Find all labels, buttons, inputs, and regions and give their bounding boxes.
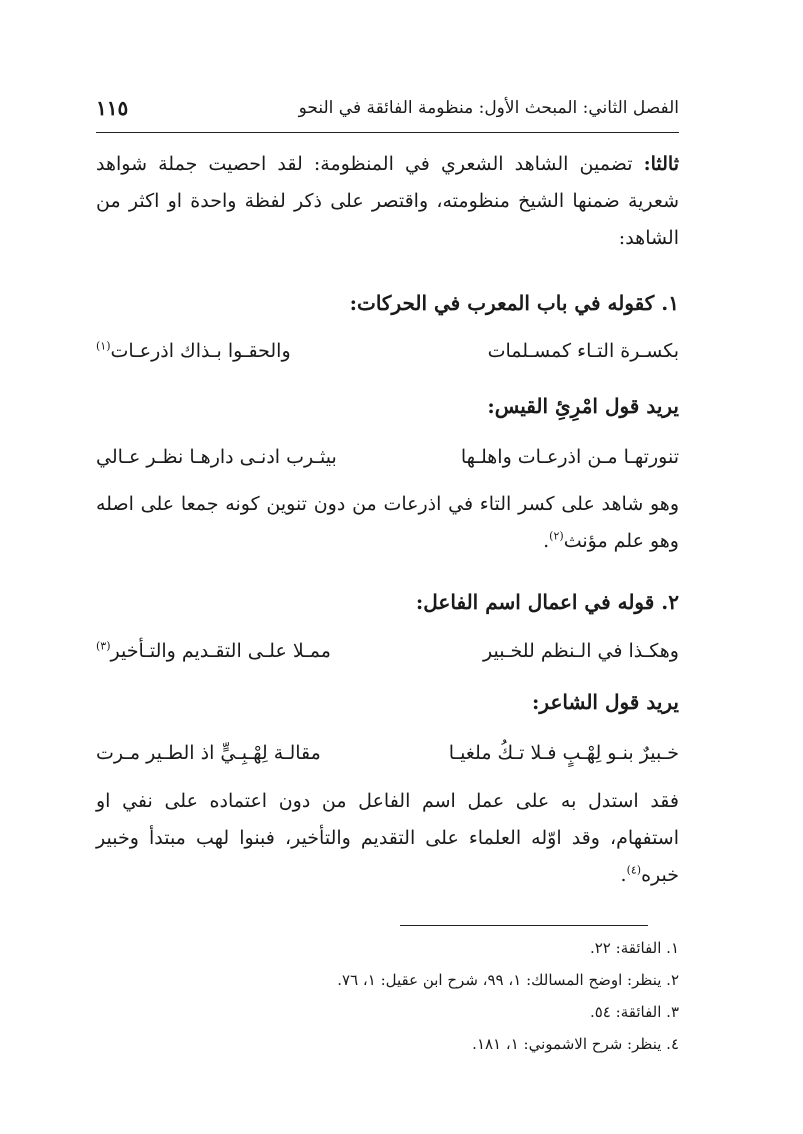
section1-paragraph-text: وهو شاهد على كسر التاء في اذرعات من دون تنوين كونه جمعا على اصله وهو علم مؤنث: [96, 493, 679, 552]
footnote: ٤. ينظر: شرح الاشموني: ١، ١٨١.: [472, 1035, 679, 1053]
section1-heading: ١. كقوله في باب المعرب في الحركات:: [349, 291, 679, 315]
page-number: ١١٥: [96, 96, 129, 120]
section2-paragraph-end: .: [620, 864, 627, 886]
header-title: الفصل الثاني: المبحث الأول: منظومة الفائقة في النحو: [298, 98, 679, 118]
footnote-ref-4: (٤): [626, 863, 642, 877]
verse-right-hemistich: تنورتهـا مـن اذرعـات واهلـها: [460, 446, 679, 468]
running-header: [96, 92, 679, 133]
section2-paragraph-text: فقد استدل به على عمل اسم الفاعل من دون اعتماده على نفي او استفهام، وقد اوّله العلماء على التقديم والتأخير، فبنوا لهب مبتدأ وخبير خبره: [96, 790, 679, 886]
intro-text: تضمين الشاهد الشعري في المنظومة: لقد احصيت جملة شواهد شعرية ضمنها الشيخ منظومته، واقتصر على ذكر لفظة واحدة او اكثر من الشاهد:: [96, 153, 679, 249]
footnote-ref-2: (٢): [549, 529, 564, 543]
section2-heading: ٢. قوله في اعمال اسم الفاعل:: [415, 590, 679, 614]
section1-subheading: يريد قول امْرِئِ القيس:: [487, 394, 679, 418]
verse-left-hemistich: [96, 640, 331, 662]
footnote: ١. الفائقة: ٢٢.: [589, 939, 679, 957]
verse-left-hemistich: مقالـة لِهْـبِـيٍّ اذ الطـير مـرت: [96, 742, 321, 764]
footnote-ref-1: (١): [96, 339, 111, 353]
verse-right-hemistich: وهكـذا في الـنظم للخـبير: [482, 640, 679, 662]
section2-paragraph: [96, 783, 679, 894]
section1-verse2: [96, 446, 679, 478]
verse-left-hemistich: [96, 340, 291, 362]
verse-left-text: والحقـوا بـذاك اذرعـات: [110, 340, 291, 362]
verse-left-hemistich: بيثـرب ادنـى دارهـا نظـر عـالي: [96, 446, 337, 468]
section2-subheading: يريد قول الشاعر:: [532, 690, 679, 714]
section1-paragraph: [96, 486, 679, 560]
verse-left-text: ممـلا علـى التقـديم والتـأخير: [110, 640, 331, 662]
section1-verse1: [96, 340, 679, 372]
verse-right-hemistich: بكسـرة التـاء كمسـلمات: [487, 340, 679, 362]
intro-label: ثالثا:: [643, 153, 679, 175]
footnote-divider: [400, 925, 648, 926]
footnote-ref-3: (٣): [96, 639, 111, 653]
section2-verse1: [96, 640, 679, 672]
section1-paragraph-end: .: [543, 530, 550, 552]
footnote: ٣. الفائقة: ٥٤.: [589, 1003, 679, 1021]
verse-right-hemistich: خـبيرٌ بنـو لِهْـبٍ فـلا تـكُ ملغيـا: [448, 742, 679, 764]
section2-verse2: [96, 742, 679, 774]
footnote: ٢. ينظر: اوضح المسالك: ١، ٩٩، شرح ابن عقيل: ١، ٧٦.: [337, 971, 679, 989]
intro-paragraph: [96, 146, 679, 257]
